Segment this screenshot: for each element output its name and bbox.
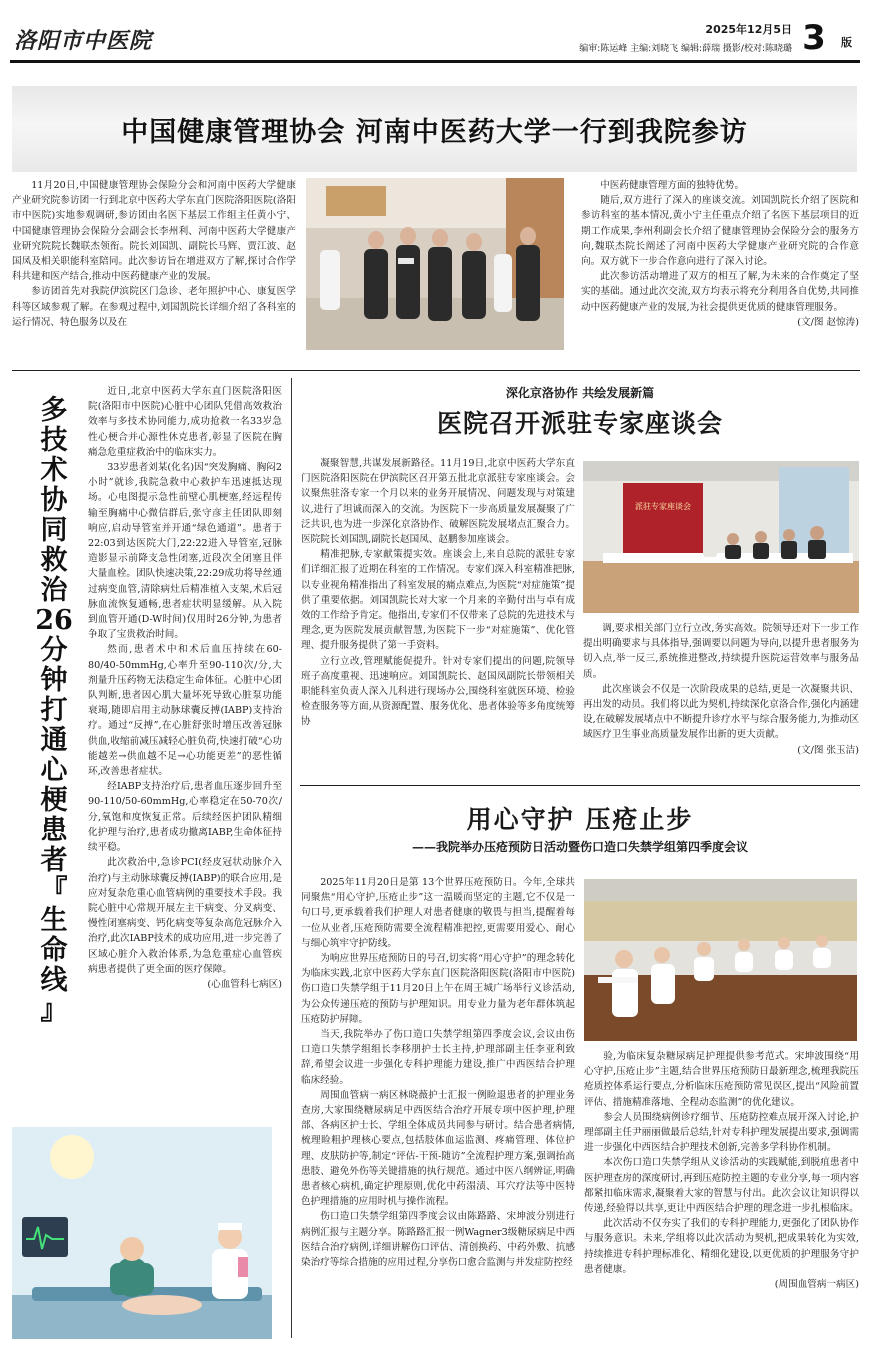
- article1-headline-band: [12, 86, 857, 172]
- article1-paragraph: 此次参访活动增进了双方的相互了解,为未来的合作奠定了坚实的基础。通过此次交流,双方均表示将充分利用各自优势,共同推动中医药健康产业的发展,为社会提供更优质的健康管理服务。: [581, 271, 859, 313]
- article4-subtitle: ——我院举办压疮预防日活动暨伤口造口失禁学组第四季度会议: [411, 840, 748, 854]
- article4-paragraph: 参会人员围绕病例诊疗细节、压疮防控难点展开深入讨论,护理部副主任尹丽丽做最后总结,针对专科护理发展提出要求,强调需进一步强化中西医结合护理技术创新,完善多学科协作机制。: [584, 1111, 859, 1154]
- article4-paragraph: 2025年11月20日是第 13个世界压疮预防日。今年,全球共同聚焦“用心守护,压疮止步”这一温暖而坚定的主题,它不仅是一句口号,更承载着我们护理人对患者健康的敬畏与担当,提醒着每一位从业者,压疮预防需要全流程精准把控,更需要用爱心、耐心与细心筑牢守护防线。: [301, 877, 575, 949]
- article1-paragraph: 11月20日,中国健康管理协会保险分会和河南中医药大学健康产业研究院参访团一行到北京中医药大学东直门医院洛阳医院(洛阳市中医院)实地参观调研,参访团由名医下基层工作组主任黄小宁、中国健康管理协会保险分会副会长李州利、河南中医药大学健康产业研究院院长魏联杰领衔。院长刘国凯、副院长马辉、贾江波、赵国凤及相关职能科室陪同。此次参访旨在增进双方了解,探讨合作学科共建和医产结合,推动中医药健康产业的发展。: [12, 180, 296, 283]
- vertical-title-char: 救: [40, 545, 68, 576]
- article1-paragraph: 参访团首先对我院伊滨院区门急诊、老年照护中心、康复医学科等区域参观了解。在参观过程中,刘国凯院长详细介绍了各科室的运行情况、特色服务以及在: [12, 286, 296, 328]
- article4-paragraph: 本次伤口造口失禁学组从义诊活动的实践赋能,到脱疽患者中医护理查房的深度研讨,再到压疮防控主题的专业分享,每一项内容都紧扣临床需求,凝聚着大家的智慧与付出。此次会议让知识得以传递,经验得以共享,更让中西医结合护理的理念进一步扎根临床。: [584, 1157, 859, 1215]
- article1-paragraph: 随后,双方进行了深入的座谈交流。刘国凯院长介绍了医院和参访科室的基本情况,黄小宁主任重点介绍了名医下基层项目的近期工作成果,李州利副会长介绍了健康管理协会保险分会的服务方向,魏联杰院长阐述了河南中医药大学健康产业研究院的合作意向。双方就下一步合作意向进行了深入讨论。: [581, 195, 859, 268]
- article2-byline: (心血管科七病区): [207, 978, 282, 990]
- page-number: 3: [802, 18, 826, 58]
- vertical-title-char: 患: [40, 815, 68, 846]
- article3-title: 医院召开派驻专家座谈会: [436, 409, 723, 438]
- vertical-title-char: 梗: [40, 785, 68, 816]
- page-unit: 版: [841, 36, 852, 49]
- group-photo: [306, 178, 564, 350]
- meeting-banner-text: 派驻专家座谈会: [635, 502, 691, 511]
- vertical-title-char: 心: [40, 755, 68, 786]
- article3-paragraph: 此次座谈会不仅是一次阶段成果的总结,更是一次凝聚共识、再出发的动员。我们将以此为契机,持续深化京洛合作,强化内涵建设,在破解发展堵点中不断提升诊疗水平与综合服务能力,为推动区域医疗卫生事业高质量发展作出新的更大贡献。: [583, 683, 859, 741]
- page-number-box: [798, 18, 830, 58]
- article1-right-column: [581, 178, 859, 330]
- nursing-photo: [584, 879, 857, 1041]
- vertical-title-char: 同: [40, 515, 68, 546]
- paper-logo: 洛阳市中医院: [14, 28, 153, 54]
- article3-left-column: [301, 456, 575, 730]
- masthead: [10, 8, 860, 64]
- article4-paragraph: 此次活动不仅夯实了我们的专科护理能力,更强化了团队协作与服务意识。未来,学组将以此次活动为契机,把成果转化为实效,持续推进专科护理标准化、精细化建设,以更优质的护理服务守护患者健康。: [584, 1218, 859, 1275]
- vertical-title-char: 命: [40, 935, 68, 966]
- vertical-title-char: 治: [40, 575, 68, 606]
- vertical-title-char: 生: [40, 905, 68, 936]
- vertical-title-char: 钟: [40, 665, 68, 696]
- article1-title: 中国健康管理协会 河南中医药大学一行到我院参访: [121, 116, 748, 148]
- vertical-title-char: 通: [40, 725, 68, 756]
- article2-paragraph: 33岁患者刘某(化名)因“突发胸痛、胸闷2小时”就诊,我院急救中心救护车迅速抵达现场。心电图提示急性前壁心肌梗塞,经远程传输至胸痛中心微信群后,张守彦主任团队即刻响应,启动导管室并开通“绿色通道”。患者于22:03到达医院大门,22:22进入导管室,冠脉造影显示前降支急性闭塞,近段次全闭塞且伴大量血栓。团队快速决策,22:29成功将导丝通过病变血管,清除病灶后精准植入支架,术后冠脉血流恢复通畅,患者症状明显缓解。从入院到血管开通(D-W时间)仅用时26分钟,为患者争取了宝贵救治时间。: [88, 462, 282, 641]
- column-divider: [291, 378, 292, 1338]
- vertical-title-char: 分: [40, 635, 68, 666]
- article1-paragraph: 中医药健康管理方面的独特优势。: [600, 180, 745, 191]
- article4-paragraph: 伤口造口失禁学组第四季度会议由陈路路、宋坤波分别进行病例汇报与主题分享。陈路路汇报一例Wagner3级糖尿病足中西医结合治疗病例,详细讲解伤口评估、清创换药、中药外敷、抗感染治疗等综合措施的应用过程,分享伤口愈合监测与并发症防控经: [301, 1211, 575, 1269]
- article3-paragraph: 立行立改,管理赋能促提升。针对专家们提出的问题,院领导班子高度重视、迅速响应。刘国凯院长、赵国凤副院长带领相关职能科室负责人深入儿科进行现场办公,围绕科室就医环境、检验检查服务等方面,从资源配置、服务优化、患者体验等多角度统筹协: [301, 655, 575, 728]
- article3-kicker: 深化京洛协作 共绘发展新篇: [505, 386, 655, 400]
- article1-left-column: [12, 178, 296, 330]
- article4-paragraph: 为响应世界压疮预防日的号召,切实将“用心守护”的理念转化为临床实践,北京中医药大学东直门医院洛阳医院(洛阳市中医院)伤口造口失禁学组于11月20日上午在周王城广场举行义诊活动,为公众传递压疮的预防与护理知识。用专业力量为老年群体筑起压疮防护屏障。: [301, 953, 575, 1025]
- masthead-rule: [10, 60, 860, 63]
- vertical-title-char: 协: [40, 485, 68, 516]
- article4-right-column: [584, 1049, 859, 1292]
- article4-paragraph: 当天,我院举办了伤口造口失禁学组第四季度会议,会议由伤口造口失禁学组组长李移朋护士长主持,护理部副主任李亚利致辞,希望会议进一步强化专科护理能力建设,推广中西医结合护理临床经验。: [301, 1029, 575, 1086]
- vertical-title-char: 术: [40, 455, 68, 486]
- article3-right-column: [583, 621, 859, 758]
- article2-paragraph: 然而,患者术中和术后血压持续在60-80/40-50mmHg,心率升至90-110次/分,大剂量升压药物无法稳定生命体征。心脏中心团队判断,患者因心肌大量坏死导致心脏泵功能衰竭,随即启用主动脉球囊反搏(IABP)支持治疗。通过“反搏”,在心脏舒张时增压改善冠脉供血,收缩前减压减轻心脏负荷,快速打破“心功能越差→供血越不足→心功能更差”的恶性循环,改善患者症状。: [88, 644, 282, 778]
- article2-paragraph: 近日,北京中医药大学东直门医院洛阳医院(洛阳市中医院)心脏中心团队凭借高效救治效率与多技术协同能力,成功抢救一名33岁急性心梗合并心源性休克患者,彰显了医院在胸痛急危重症救治中的临床实力。: [88, 386, 282, 458]
- vertical-title-char: 线: [40, 965, 68, 996]
- article3-paragraph: 凝聚智慧,共谋发展新路径。11月19日,北京中医药大学东直门医院洛阳医院在伊滨院区召开第五批北京派驻专家座谈会。会议聚焦驻洛专家一个月以来的业务开展情况、问题发现与对策建议,进行了坦诚而深入的交流。为医院下一步高质量发展凝聚了广泛共识,也为进一步深化京洛协作、破解医院发展堵点汇聚合力。医院院长刘国凯,副院长赵国凤、赵鹏参加座谈会。: [301, 458, 575, 546]
- article4-title: 用心守护 压疮止步: [466, 805, 694, 834]
- vertical-title-char: 技: [40, 425, 68, 456]
- article1-byline: (文/图 赵惊涛): [797, 316, 859, 328]
- meeting-photo: [583, 461, 859, 613]
- article4-paragraph: 周围血管病一病区林晓薇护士汇报一例睑退患者的护理业务查房,大家围绕糖尿病足中西医结合治疗开展专项中医护理,护理部、各病区护士长、学组全体成员共同参与研讨。结合患者病情,梳理睑粗护理核心要点,包括肢体血运监测、疼痛管理、体位护理、皮肤防护等,制定“评估-干预-随访”全流程护理方案,强调抬高患肢、避免外伤等关键措施的执行规范。通过中医八纲辨证,明确患者核心病机,确定护理原则,优化中药溻渍、耳穴疗法等中医特色护理措施的应用时机与操作流程。: [301, 1089, 575, 1208]
- vertical-title-char: 』: [40, 995, 68, 1026]
- article4-left-column: [301, 875, 575, 1270]
- surgery-illustration: [12, 1127, 272, 1339]
- issue-date: 2025年12月5日: [705, 23, 792, 36]
- vertical-title-char: 26: [35, 605, 73, 636]
- article3-paragraph: 调,要求相关部门立行立改,务实高效。院领导还对下一步工作提出明确要求与具体指导,强调要以问题为导向,以提升患者服务为切入点,举一反三,系统推进整改,持续提升医院运营效率与服务品质。: [583, 623, 859, 680]
- section-divider: [300, 785, 860, 786]
- section-divider: [12, 370, 860, 371]
- vertical-title-char: 『: [40, 875, 68, 906]
- vertical-title-char: 打: [40, 695, 68, 726]
- editors-line: 编审:陈运峰 主编:刘晓飞 编辑:薛瑞 摄影/校对:陈晓璐: [579, 44, 792, 54]
- article4-byline: (周围血管病一病区): [774, 1279, 859, 1291]
- article2-column: [88, 384, 282, 992]
- vertical-title-char: 者: [40, 845, 68, 876]
- vertical-title-char: 多: [40, 395, 68, 426]
- article2-paragraph: 此次救治中,急诊PCI(经皮冠状动脉介入治疗)与主动脉球囊反搏(IABP)的联合应用,是应对复杂危重心血管病例的重要技术手段。我院心脏中心常规开展左主干病变、分叉病变、慢性闭塞病变、钙化病变等复杂高危冠脉介入治疗,此次IABP技术的成功应用,进一步完善了区域心脏介入救治体系,为急危重症心血管疾病患者提供了更全面的医疗保障。: [88, 857, 282, 975]
- article2-vertical-title: [34, 396, 74, 1026]
- article2-paragraph: 经IABP支持治疗后,患者血压逐步回升至90-110/50-60mmHg,心率稳定在50-70次/分,氧饱和度恢复正常。后续经医护团队精细化护理与治疗,患者成功撤离IABP,生命体征持续平稳。: [88, 781, 282, 854]
- article4-paragraph: 验,为临床复杂糖尿病足护理提供参考范式。宋坤波围绕“用心守护,压疮止步”主题,结合世界压疮预防日最新理念,梳理我院压疮质控体系运行要点,分析临床压疮预防常见误区,提出“风险前置评估、措施精准落地、全程动态监测”的优化建议。: [584, 1051, 859, 1108]
- article3-paragraph: 精准把脉,专家献策提实效。座谈会上,来自总院的派驻专家们详细汇报了近期在科室的工作情况。专家们深入科室精准把脉,以专业视角精准指出了科室发展的痛点难点,为医院“对症施策”提供了重要依据。刘国凯院长对大家一个月来的辛勤付出与卓有成效的工作给予肯定。他指出,专家们不仅带来了总院的先进技术与理念,更为医院发展贡献智慧,为医院下一步“对症施策”、优化管理、提升服务提供了第一手资料。: [301, 549, 575, 652]
- article3-byline: (文/图 张玉洁): [797, 744, 859, 756]
